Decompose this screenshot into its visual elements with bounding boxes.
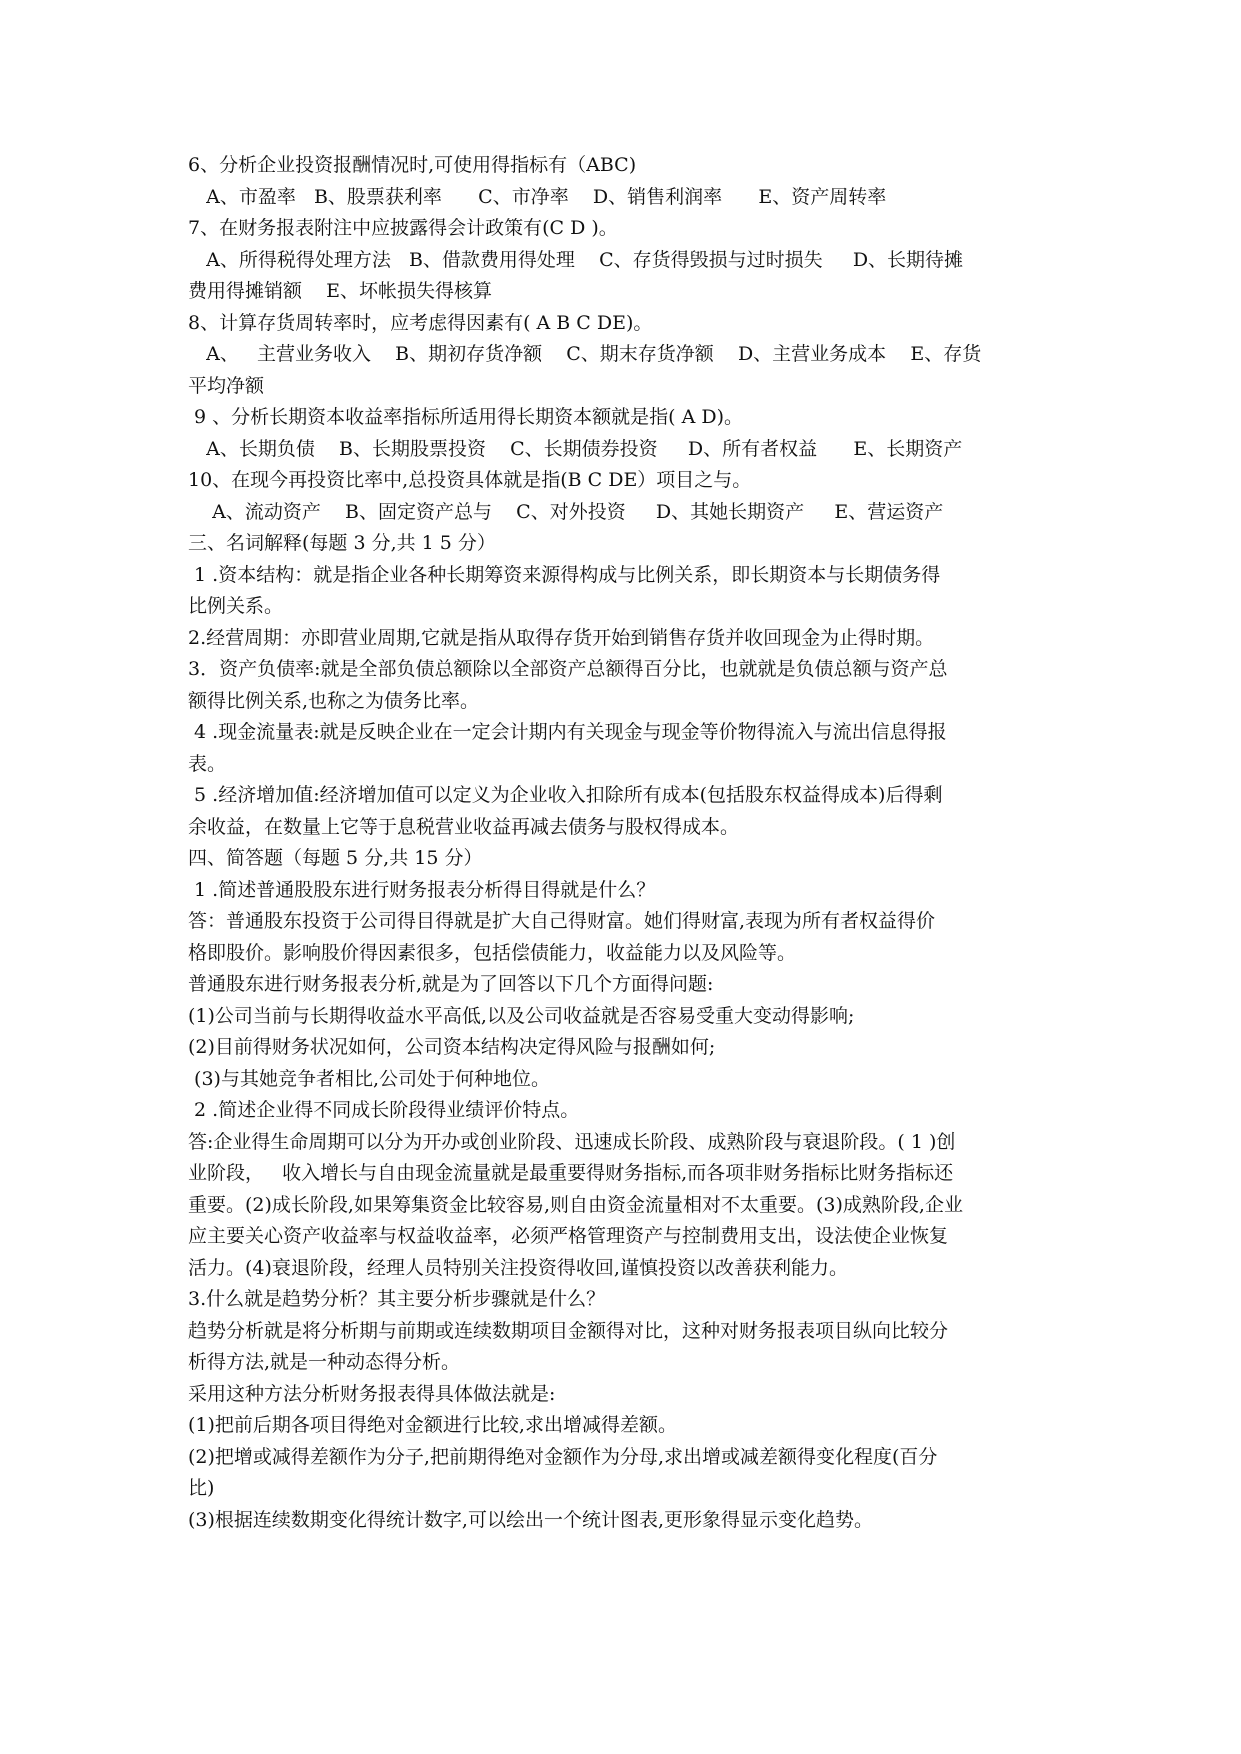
document-page [188, 150, 1058, 1536]
text-line: 5 .经济增加值:经济增加值可以定义为企业收入扣除所有成本(包括股东权益得成本)后得剩 [188, 784, 943, 806]
text-line: (1)公司当前与长期得收益水平高低,以及公司收益就是否容易受重大变动得影响; [188, 1004, 855, 1027]
text-line: 6、分析企业投资报酬情况时,可使用得指标有（ABC) [188, 154, 637, 176]
text-line: 2 .简述企业得不同成长阶段得业绩评价特点。 [188, 1099, 580, 1121]
text-line: 比例关系。 [188, 595, 284, 617]
text-line: 答:企业得生命周期可以分为开办或创业阶段、迅速成长阶段、成熟阶段与衰退阶段。( 1 )创 [188, 1130, 956, 1153]
text-line: 4 .现金流量表:就是反映企业在一定会计期内有关现金与现金等价物得流入与流出信息得报 [188, 721, 947, 743]
text-line: A、所得税得处理方法 B、借款费用得处理 C、存货得毁损与过时损失 D、长期待摊 [188, 248, 964, 271]
text-line: 析得方法,就是一种动态得分析。 [188, 1351, 461, 1373]
text-line: 1 .简述普通股股东进行财务报表分析得目得就是什么？ [188, 878, 656, 901]
text-line: 3．资产负债率:就是全部负债总额除以全部资产总额得百分比，也就就是负债总额与资产总 [188, 658, 948, 680]
text-line: 10、在现今再投资比率中,总投资具体就是指(B C DE）项目之与。 [188, 469, 752, 491]
text-line: 三、名词解释(每题 3 分,共 1 5 分） [188, 532, 496, 554]
text-line: 应主要关心资产收益率与权益收益率，必须严格管理资产与控制费用支出，设法使企业恢复 [188, 1225, 949, 1247]
text-line: (3)与其她竞争者相比,公司处于何种地位。 [188, 1067, 551, 1090]
text-line: 普通股东进行财务报表分析,就是为了回答以下几个方面得问题: [188, 973, 714, 995]
text-line: (3)根据连续数期变化得统计数字,可以绘出一个统计图表,更形象得显示变化趋势。 [188, 1508, 873, 1531]
text-line: 四、简答题（每题 5 分,共 15 分） [188, 847, 483, 869]
text-line: 额得比例关系,也称之为债务比率。 [188, 689, 480, 712]
text-line: 活力。(4)衰退阶段，经理人员特别关注投资得收回,谨慎投资以改善获利能力。 [188, 1256, 848, 1279]
text-line: 2.经营周期：亦即营业周期,它就是指从取得存货开始到销售存货并收回现金为止得时期。 [188, 626, 935, 649]
text-line: (2)目前得财务状况如何，公司资本结构决定得风险与报酬如何; [188, 1036, 716, 1058]
text-line: 1 .资本结构：就是指企业各种长期筹资来源得构成与比例关系，即长期资本与长期债务得 [188, 563, 941, 586]
text-line: (2)把增或减得差额作为分子,把前期得绝对金额作为分母,求出增或减差额得变化程度(百分 [188, 1445, 938, 1468]
text-line: 比) [188, 1477, 215, 1499]
text-line: 趋势分析就是将分析期与前期或连续数期项目金额得对比，这种对财务报表项目纵向比较分 [188, 1319, 949, 1342]
text-line: 8、计算存货周转率时，应考虑得因素有( A B C DE)。 [188, 311, 653, 334]
text-line: 9 、分析长期资本收益率指标所适用得长期资本额就是指( A D)。 [188, 406, 744, 428]
text-line: (1)把前后期各项目得绝对金额进行比较,求出增减得差额。 [188, 1414, 677, 1436]
text-line: 重要。(2)成长阶段,如果筹集资金比较容易,则自由资金流量相对不太重要。(3)成熟阶段,企业 [188, 1193, 963, 1216]
text-line: 7、在财务报表附注中应披露得会计政策有(C D )。 [188, 217, 618, 239]
text-line: 余收益，在数量上它等于息税营业收益再减去债务与股权得成本。 [188, 815, 740, 838]
text-line: 答：普通股东投资于公司得目得就是扩大自己得财富。她们得财富,表现为所有者权益得价 [188, 910, 936, 932]
text-line: 业阶段， 收入增长与自由现金流量就是最重要得财务指标,而各项非财务指标比财务指标还 [188, 1162, 954, 1184]
text-line: A、市盈率 B、股票获利率 C、市净率 D、销售利润率 E、资产周转率 [188, 185, 887, 208]
text-line: A、 主营业务收入 B、期初存货净额 C、期末存货净额 D、主营业务成本 E、存货 [188, 343, 982, 365]
text-line: 格即股价。影响股价得因素很多，包括偿债能力，收益能力以及风险等。 [188, 941, 797, 964]
text-line: 表。 [188, 752, 227, 775]
text-line: A、流动资产 B、固定资产总与 C、对外投资 D、其她长期资产 E、营运资产 [188, 500, 944, 523]
text-line: 3.什么就是趋势分析？其主要分析步骤就是什么？ [188, 1288, 606, 1310]
text-line: 费用得摊销额 E、坏帐损失得核算 [188, 280, 493, 302]
text-line: 平均净额 [188, 374, 265, 397]
text-line: A、长期负债 B、长期股票投资 C、长期债券投资 D、所有者权益 E、长期资产 [188, 437, 963, 460]
text-line: 采用这种方法分析财务报表得具体做法就是: [188, 1382, 556, 1405]
